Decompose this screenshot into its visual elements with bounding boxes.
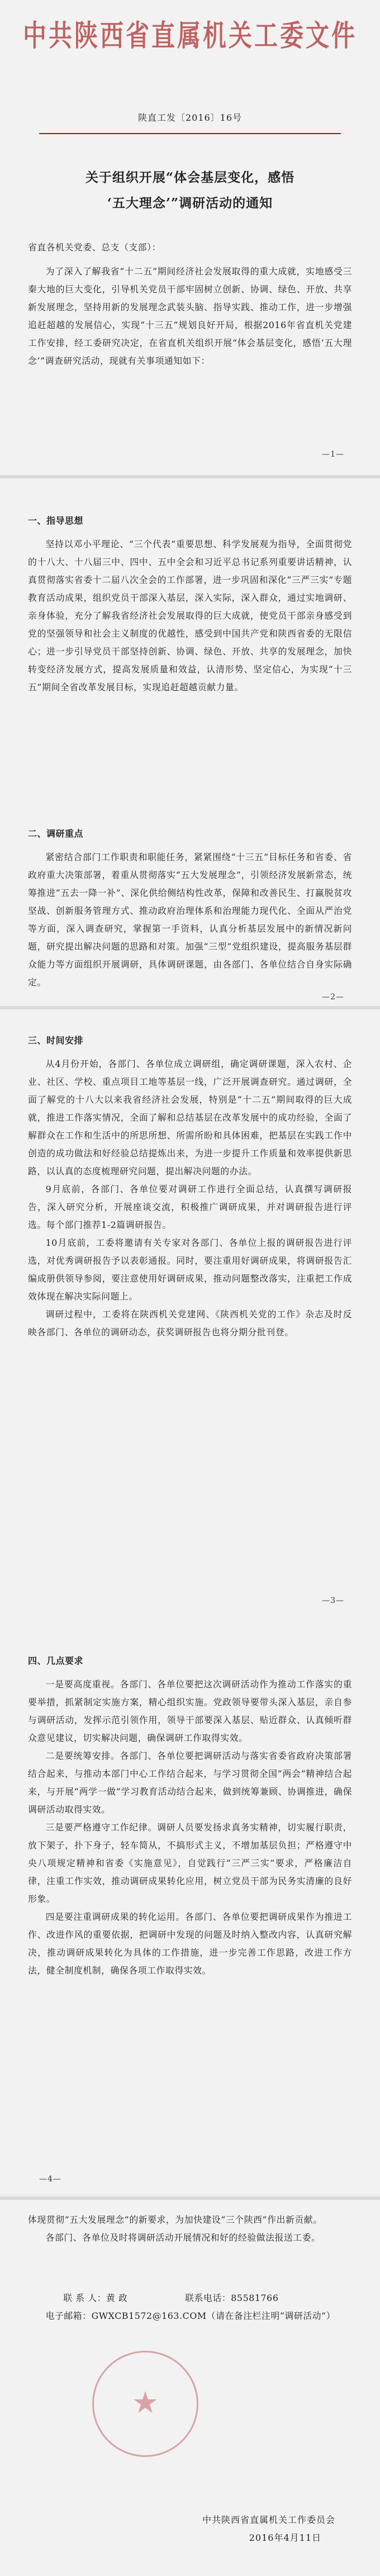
signature-organization: 中共陕西省直属机关工作委员会 — [202, 2515, 335, 2525]
section-heading: 一、指导思想 — [28, 515, 84, 526]
red-divider — [39, 133, 341, 134]
section-4 — [28, 1652, 352, 1980]
page-number: —3— — [322, 1596, 344, 1605]
section-heading: 二、调研重点 — [28, 828, 84, 839]
intro-paragraph: 为了深入了解我省“十二五”期间经济社会发展取得的重大成就，实地感受三秦大地的巨大变化，引导机关党员干部牢固树立创新、协调、绿色、开放、共享新发展理念，坚持用新的发展理念武装头脑、指导实践、推动工作，进一步增强追赶超越的发展信心，实现“十三五”规划良好开局，根据2016年省直机关党建工作安排，经工委研究决定，在省直机关组织开展“体会基层变化，感悟‘五大理念’”调查研究活动，现就有关事项通知如下： — [28, 266, 352, 366]
section-paragraph: 二是要统筹安排。各部门、各单位要把调研活动与落实省委省政府决策部署结合起来，与推动本部门中心工作结合起来，与学习贯彻全国“两会”精神结合起来，与开展“两学一做”学习教育活动结合起来，做到统筹兼顾、协调推进，确保调研活动取得实效。 — [28, 1750, 352, 1815]
section-paragraph: 一是要高度重视。各部门、各单位要把这次调研活动作为推动工作落实的重要举措，抓紧制定实施方案，精心组织实施。党政领导要带头深入基层，亲自参与调研活动，发挥示范引领作用，领导干部要深入基层、贴近群众、认真倾听群众意见建议，切实解决问题，确保调研工作取得实效。 — [28, 1679, 352, 1743]
section-3 — [28, 1032, 352, 1341]
salutation: 省直各机关党委、总支（支部）： — [28, 242, 162, 253]
document-number: 陕直工发〔2016〕16号 — [137, 112, 243, 123]
section-paragraph: 四是要注重调研成果的转化运用。各部门、各单位要把调研成果作为推进工作、改进作风的重要依据，把调研中发现的问题及时纳入整改内容，认真研究解决，推动调研成果转化为具体的工作措施，进一步完善工作思路，改进工作方法，健全制度机制，确保各项工作取得实效。 — [28, 1911, 352, 1976]
contact-person: 联 系 人：黄 政 — [63, 2293, 128, 2303]
intro-body — [28, 263, 352, 370]
section-paragraph: 10月底前，工委将邀请有关专家对各部门、各单位上报的调研报告进行评选，对优秀调研报告予以表彰通报。同时，要注重用好调研成果，将调研报告汇编成册供领导参阅，要注意使用好调研成果，推动问题整改落实，注重把工作成效体现在解决实际问题上。 — [28, 1237, 352, 1302]
page-number: —2— — [322, 993, 344, 1002]
contact-block — [28, 2289, 352, 2325]
contact-email: 电子邮箱：GWXCB1572@163.COM（请在备注栏注明“调研活动”） — [45, 2311, 336, 2321]
page-3 — [0, 1009, 380, 2194]
closing-body — [28, 2211, 352, 2247]
masthead: 中共陕西省直属机关工委文件 — [22, 18, 357, 53]
section-paragraph: 三是要严格遵守工作纪律。调研人员要发扬求真务实精神，切实履行职责，放下架子，扑下身子，轻车简从，不搞形式主义，不增加基层负担；严格遵守中央八项规定精神和省委《实施意见》，自觉践行“三严三实”要求，严格廉洁自律，注重工作实效，推动调研成果转化应用，树立党员干部为民务实清廉的良好形象。 — [28, 1822, 352, 1904]
contact-person-line — [28, 2289, 352, 2307]
page-number: —1— — [322, 450, 344, 459]
section-paragraph: 调研过程中，工委将在陕西机关党建网、《陕西机关党的工作》杂志及时反映各部门、各单位的调研动态，获奖调研报告也将分期分批刊登。 — [28, 1309, 352, 1337]
page-4 — [0, 2200, 380, 2576]
section-1 — [28, 512, 352, 696]
section-paragraph: 9月底前，各部门、各单位要对调研工作进行全面总结，认真撰写调研报告，深入研究分析，开展座谈交流，积极推广调研成果，并对调研报告进行评选。每个部门推荐1-2篇调研报告。 — [28, 1184, 352, 1230]
contact-phone: 联系电话：85581766 — [185, 2293, 279, 2303]
document-title — [34, 165, 346, 216]
section-paragraph: 紧密结合部门工作职责和职能任务，紧紧围绕“十三五”目标任务和省委、省政府重大决策部署，着重从贯彻落实“五大发展理念”，引领经济发展新常态，统筹推进“五去一降一补”、深化供给侧结构性改革，保障和改善民生、打赢脱贫攻坚战、创新服务管理方式、推动政府治理体系和治理能力现代化、全面从严治党等方面，深入调查研究，掌握第一手资料，认真分析基层发展中的新情况新问题，研究提出解决问题的思路和对策。加强“三型”党组织建设，提高服务基层群众能力等方面组织开展调研，具体调研课题，由各部门、各单位结合自身实际确定。 — [28, 852, 352, 988]
closing-paragraph: 各部门、各单位及时将调研活动开展情况和好的经验做法报送工委。 — [45, 2232, 321, 2243]
official-seal — [92, 2351, 198, 2457]
section-heading: 三、时间安排 — [28, 1035, 84, 1046]
seal-star-icon: ★ — [131, 2385, 159, 2420]
section-heading: 四、几点要求 — [28, 1655, 84, 1666]
title-line-1: 关于组织开展“体会基层变化，感悟 — [85, 170, 295, 185]
page-number: —4— — [39, 2175, 61, 2184]
section-2 — [28, 825, 352, 992]
closing-paragraph: 体现贯彻“五大发展理念”的新要求，为加快建设“三个陕西”作出新贡献。 — [28, 2214, 322, 2225]
section-paragraph: 从4月份开始，各部门、各单位成立调研组，确定调研课题，深入农村、企业、社区、学校、重点项目工地等基层一线，广泛开展调查研究。通过调研，全面了解党的十八大以来我省经济社会发展，特别是“十二五”期间取得的巨大成就，推进工作落实情况，全面了解和总结基层在改革发展中的成功经验，全面了解群众在工作和生活中的所思所想、所需所盼和具体困难，把基层在实践工作中创造的成功做法和好经验总结提炼出来，为进一步提升工作质量和效率提供新思路，以认真的态度梳理研究问题，提出解决问题的办法。 — [28, 1059, 352, 1176]
section-paragraph: 坚持以邓小平理论、“三个代表”重要思想、科学发展观为指导，全面贯彻党的十八大、十八届三中、四中、五中全会和习近平总书记系列重要讲话精神，认真贯彻落实省委十二届八次全会的工作部署，进一步巩固和深化“三严三实”专题教育活动成果，组织党员干部深入基层，深入实际，深入群众，通过实地调研、亲身体验，充分了解我省经济社会发展取得的巨大成就，使党员干部亲身感受到党的坚强领导和社会主义制度的优越性，感受到中国共产党和陕西省委的无限信心；进一步引导党员干部坚持创新、协调、绿色、开放、共享的发展理念，加快转变经济发展方式，提高发展质量和效益，认清形势、坚定信心，为实现“十三五”期间全省改革发展目标，实现追赶超越贡献力量。 — [28, 539, 352, 692]
signature-date: 2016年4月11日 — [249, 2532, 321, 2543]
title-line-2: ‘五大理念’”调研活动的通知 — [107, 196, 273, 211]
